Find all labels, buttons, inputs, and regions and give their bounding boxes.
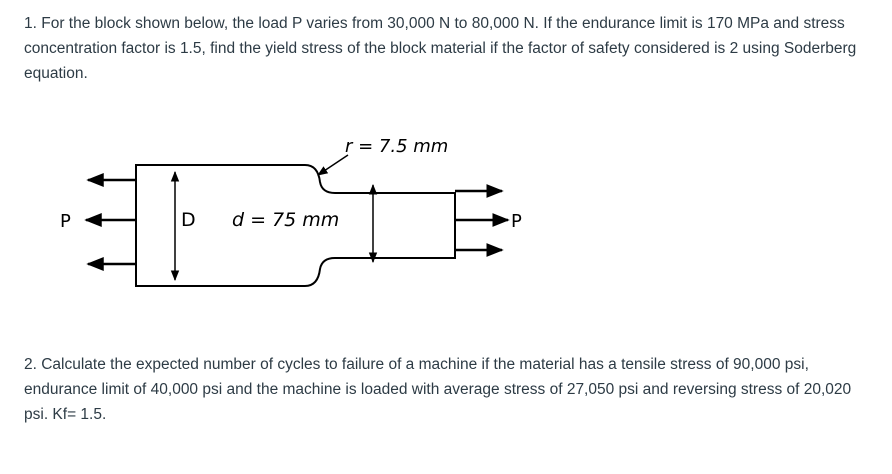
radius-label: r = 7.5 mm xyxy=(345,136,449,157)
small-width-label: d = 75 mm xyxy=(232,209,340,231)
load-right-label: P xyxy=(511,211,522,232)
right-load-arrows xyxy=(455,191,508,250)
radius-leader xyxy=(318,155,348,175)
big-width-label: D xyxy=(181,209,196,231)
load-left-label: P xyxy=(60,211,71,232)
left-load-arrows xyxy=(86,180,136,264)
question-1-text: 1. For the block shown below, the load P varies from 30,000 N to 80,000 N. If the endurance limit is 170 MPa and stress concentration factor is 1.5, find the yield stress of the block material if the factor of safety considered is 2 using Soderberg equation. xyxy=(24,15,857,82)
question-2-text: 2. Calculate the expected number of cycles to failure of a machine if the material has a tensile stress of 90,000 psi, endurance limit of 40,000 psi and the machine is loaded with average stress of 27,050 psi and reversing stress of 20,020 psi. Kf= 1.5. xyxy=(24,356,852,423)
